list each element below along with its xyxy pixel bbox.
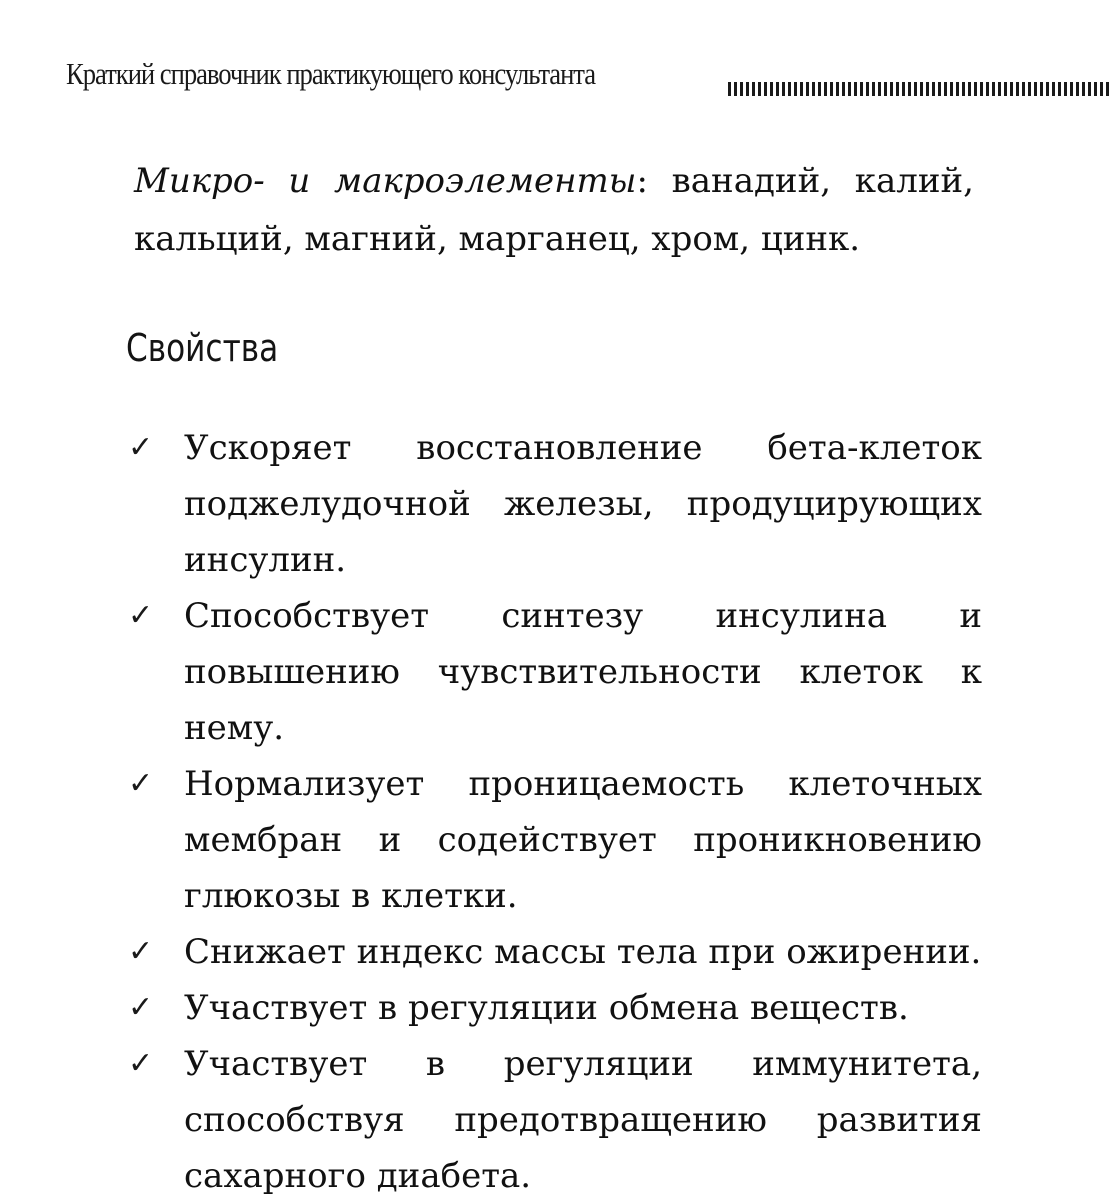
list-item: [120, 980, 982, 1036]
elements-paragraph: [134, 152, 974, 268]
list-item: [120, 1036, 982, 1204]
list-item-text: Участвует в регуляции обмена веществ.: [184, 988, 909, 1028]
header-decorative-bar: [728, 82, 1110, 96]
list-item: [120, 924, 982, 980]
book-title: Краткий справочник практикующего консультанта: [66, 56, 596, 91]
list-item: [120, 420, 982, 588]
check-mark-icon: ✓: [128, 430, 154, 465]
properties-list: [120, 420, 982, 1204]
list-item-text: Нормализует проницаемость клеточных мембран и содействует проникновению глюкозы в клетки.: [184, 764, 982, 916]
elements-list: : ванадий, калий, кальций, магний, марганец, хром, цинк.: [134, 161, 974, 259]
list-item-text: Снижает индекс массы тела при ожирении.: [184, 932, 982, 972]
list-item-text: Ускоряет восстановление бета-клеток поджелудочной железы, продуцирующих инсулин.: [184, 428, 982, 580]
list-item-text: Участвует в регуляции иммунитета, способствуя предотвращению развития сахарного диабета.: [184, 1044, 982, 1196]
list-item: [120, 756, 982, 924]
check-mark-icon: ✓: [128, 1046, 154, 1081]
list-item-text: Способствует синтезу инсулина и повышению чувствительности клеток к нему.: [184, 596, 982, 748]
check-mark-icon: ✓: [128, 934, 154, 969]
check-mark-icon: ✓: [128, 990, 154, 1025]
section-heading: Свойства: [126, 326, 279, 370]
check-mark-icon: ✓: [128, 766, 154, 801]
list-item: [120, 588, 982, 756]
check-mark-icon: ✓: [128, 598, 154, 633]
elements-label: Микро- и макроэлементы: [134, 161, 637, 201]
running-header: [66, 52, 1110, 96]
